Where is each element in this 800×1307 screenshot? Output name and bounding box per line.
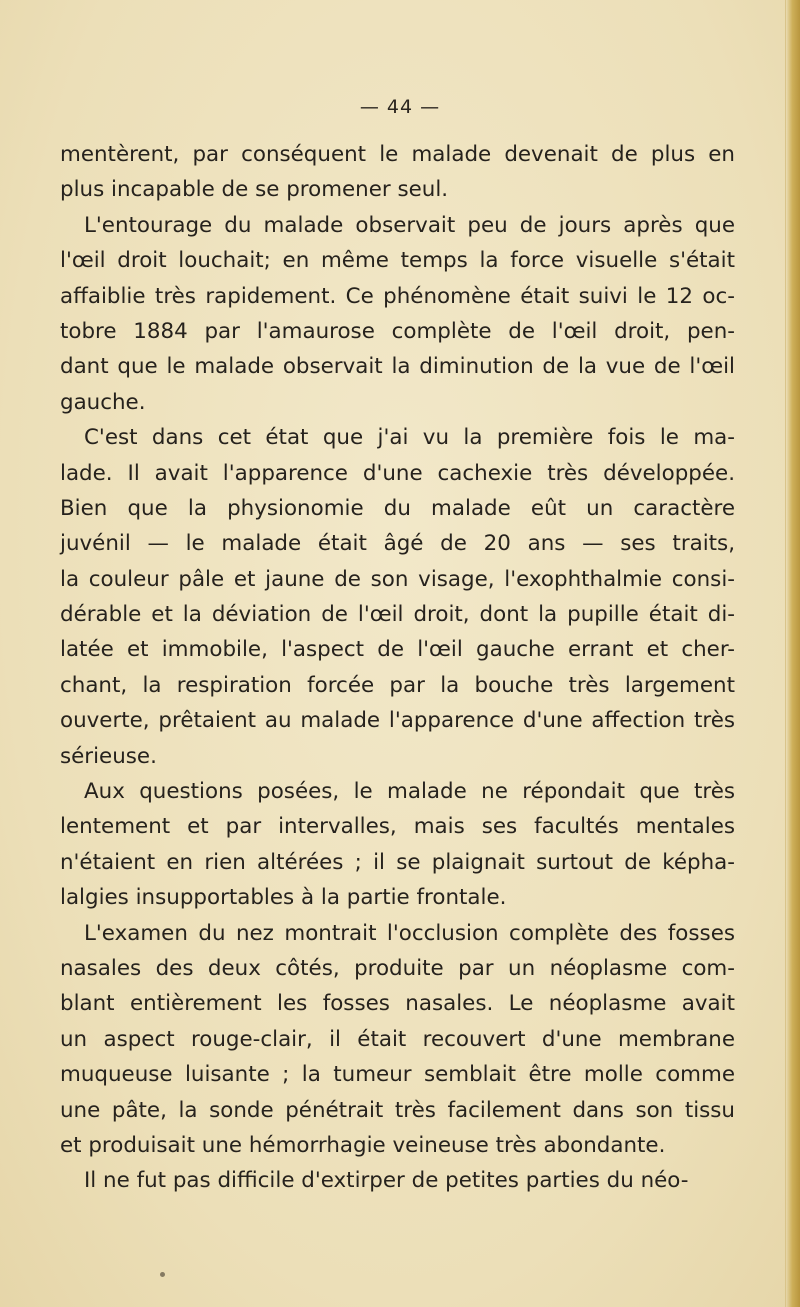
text-line: blant entièrement les fosses nasales. Le néoplasme avait <box>60 991 735 1017</box>
text-line: mentèrent, par conséquent le malade devenait de plus en <box>60 142 735 167</box>
text-line: L'examen du nez montrait l'occlusion complète des fosses <box>84 920 735 946</box>
text-line: Aux questions posées, le malade ne répondait que très <box>84 779 735 805</box>
text-line: Bien que la physionomie du malade eût un caractère <box>60 495 735 521</box>
text-line: la couleur pâle et jaune de son visage, l'exophthalmie consi- <box>60 566 735 592</box>
text-line: lalgies insupportables à la partie frontale. <box>60 885 507 911</box>
text-line: lade. Il avait l'apparence d'une cachexie très développée. <box>60 460 735 486</box>
ink-speck <box>160 1272 165 1277</box>
body-text <box>60 137 735 1199</box>
text-line: l'œil droit louchait; en même temps la force visuelle s'était <box>60 248 735 274</box>
text-line: un aspect rouge-clair, il était recouvert d'une membrane <box>60 1026 735 1052</box>
text-line: et produisait une hémorrhagie veineuse très abondante. <box>60 1132 666 1158</box>
text-line: L'entourage du malade observait peu de jours après que <box>84 212 735 238</box>
text-line: gauche. <box>60 389 146 415</box>
text-line: nasales des deux côtés, produite par un néoplasme com- <box>60 955 735 981</box>
text-line: sérieuse. <box>60 743 157 769</box>
text-line: juvénil — le malade était âgé de 20 ans — ses traits, <box>60 531 735 557</box>
text-line: lentement et par intervalles, mais ses facultés mentales <box>60 814 735 840</box>
page-number: — 44 — <box>359 96 441 118</box>
text-line: ouverte, prêtaient au malade l'apparence d'une affection très <box>60 708 735 734</box>
text-line: muqueuse luisante ; la tumeur semblait être molle comme <box>60 1062 735 1088</box>
text-line: C'est dans cet état que j'ai vu la première fois le ma- <box>84 425 735 451</box>
text-line: affaiblie très rapidement. Ce phénomène était suivi le 12 oc- <box>60 283 735 309</box>
text-line: latée et immobile, l'aspect de l'œil gauche errant et cher- <box>60 637 735 663</box>
text-line: tobre 1884 par l'amaurose complète de l'œil droit, pen- <box>60 318 735 344</box>
text-line: dant que le malade observait la diminution de la vue de l'œil <box>60 354 735 380</box>
text-line: chant, la respiration forcée par la bouche très largement <box>60 672 735 698</box>
text-line: dérable et la déviation de l'œil droit, dont la pupille était di- <box>60 602 735 628</box>
page-edge-shadow <box>786 0 800 1307</box>
text-line: n'étaient en rien altérées ; il se plaignait surtout de képha- <box>60 849 735 875</box>
text-line: une pâte, la sonde pénétrait très facilement dans son tissu <box>60 1097 735 1123</box>
text-line: plus incapable de se promener seul. <box>60 177 449 203</box>
text-line: Il ne fut pas difficile d'extirper de petites parties du néo- <box>84 1168 689 1194</box>
